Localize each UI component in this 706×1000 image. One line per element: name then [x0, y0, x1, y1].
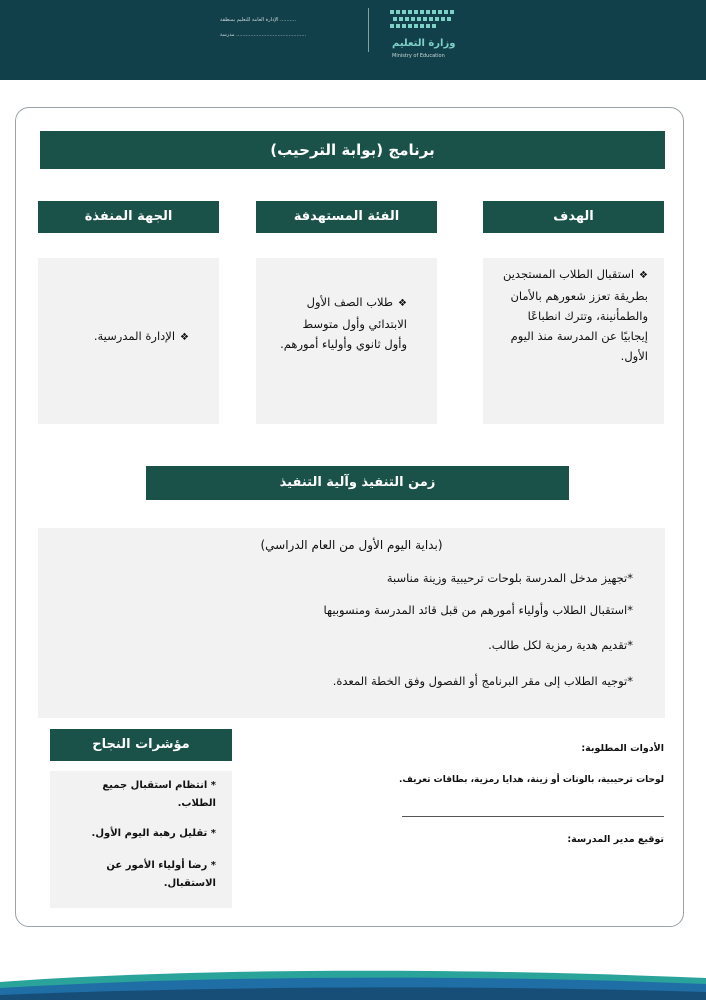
target-text: طلاب الصف الأول الابتدائي وأول متوسط وأول ثانوي وأولياء أمورهم.: [280, 295, 407, 351]
indicators-panel: [50, 771, 232, 908]
tools-list: لوحات ترحيبية، بالونات أو زينة، هدايا رمزية، بطاقات تعريف.: [398, 775, 664, 785]
logo-arabic-text: وزارة التعليم: [392, 38, 456, 49]
header-school-line: مدرسة ............................................: [220, 32, 307, 38]
logo-english-text: Ministry of Education: [392, 53, 445, 59]
target-text-block: [279, 292, 407, 354]
timing-item: *استقبال الطلاب وأولياء أمورهم من قبل قائد المدرسة ومنسوبيها: [323, 603, 633, 617]
timing-panel: [38, 528, 665, 718]
timing-item: *توجيه الطلاب إلى مقر البرنامج أو الفصول وفق الخطة المعدة.: [332, 674, 633, 688]
indicator-item: * انتظام استقبال جميع الطلاب.: [102, 780, 216, 809]
program-title: برنامج (بوابة الترحيب): [40, 131, 665, 169]
signature-line: [402, 816, 664, 817]
executor-text-block: [49, 326, 189, 348]
timing-item: *تقديم هدية رمزية لكل طالب.: [488, 638, 633, 652]
footer-wave: [0, 968, 706, 1000]
timing-heading: زمن التنفيذ وآلية التنفيذ: [146, 466, 569, 500]
page-header: [0, 0, 706, 80]
goal-text: استقبال الطلاب المستجدين بطريقة تعزز شعورهم بالأمان والطمأنينة، وتترك انطباعًا إيجابيًا عن المدرسة منذ اليوم الأول.: [502, 267, 648, 363]
indicator-item: * رضا أولياء الأمور عن الاستقبال.: [106, 860, 216, 889]
ministry-logo-icon: [390, 8, 456, 30]
goal-heading: الهدف: [483, 201, 664, 233]
executor-text: الإدارة المدرسية.: [93, 329, 176, 343]
target-heading: الفئة المستهدفة: [256, 201, 437, 233]
target-panel: [256, 258, 437, 424]
goal-text-block: [498, 264, 648, 366]
diamond-bullet-icon: ❖: [180, 332, 189, 343]
header-divider: [368, 8, 369, 52]
executor-heading: الجهة المنفذة: [38, 201, 219, 233]
timing-subtitle: (بداية اليوم الأول من العام الدراسي): [260, 538, 443, 552]
diamond-bullet-icon: ❖: [639, 270, 648, 281]
signature-label: توقيع مدير المدرسة:: [567, 834, 664, 845]
executor-panel: [38, 258, 219, 424]
tools-label: الأدوات المطلوبة:: [581, 743, 664, 754]
goal-panel: [483, 258, 664, 424]
header-region-line: الإدارة العامة للتعليم بمنطقة ..........: [220, 17, 297, 23]
indicators-heading: مؤشرات النجاح: [50, 729, 232, 761]
timing-item: *تجهيز مدخل المدرسة بلوحات ترحيبية وزينة مناسبة: [386, 571, 633, 585]
diamond-bullet-icon: ❖: [398, 298, 407, 309]
indicator-item: * تقليل رهبة اليوم الأول.: [91, 828, 216, 839]
